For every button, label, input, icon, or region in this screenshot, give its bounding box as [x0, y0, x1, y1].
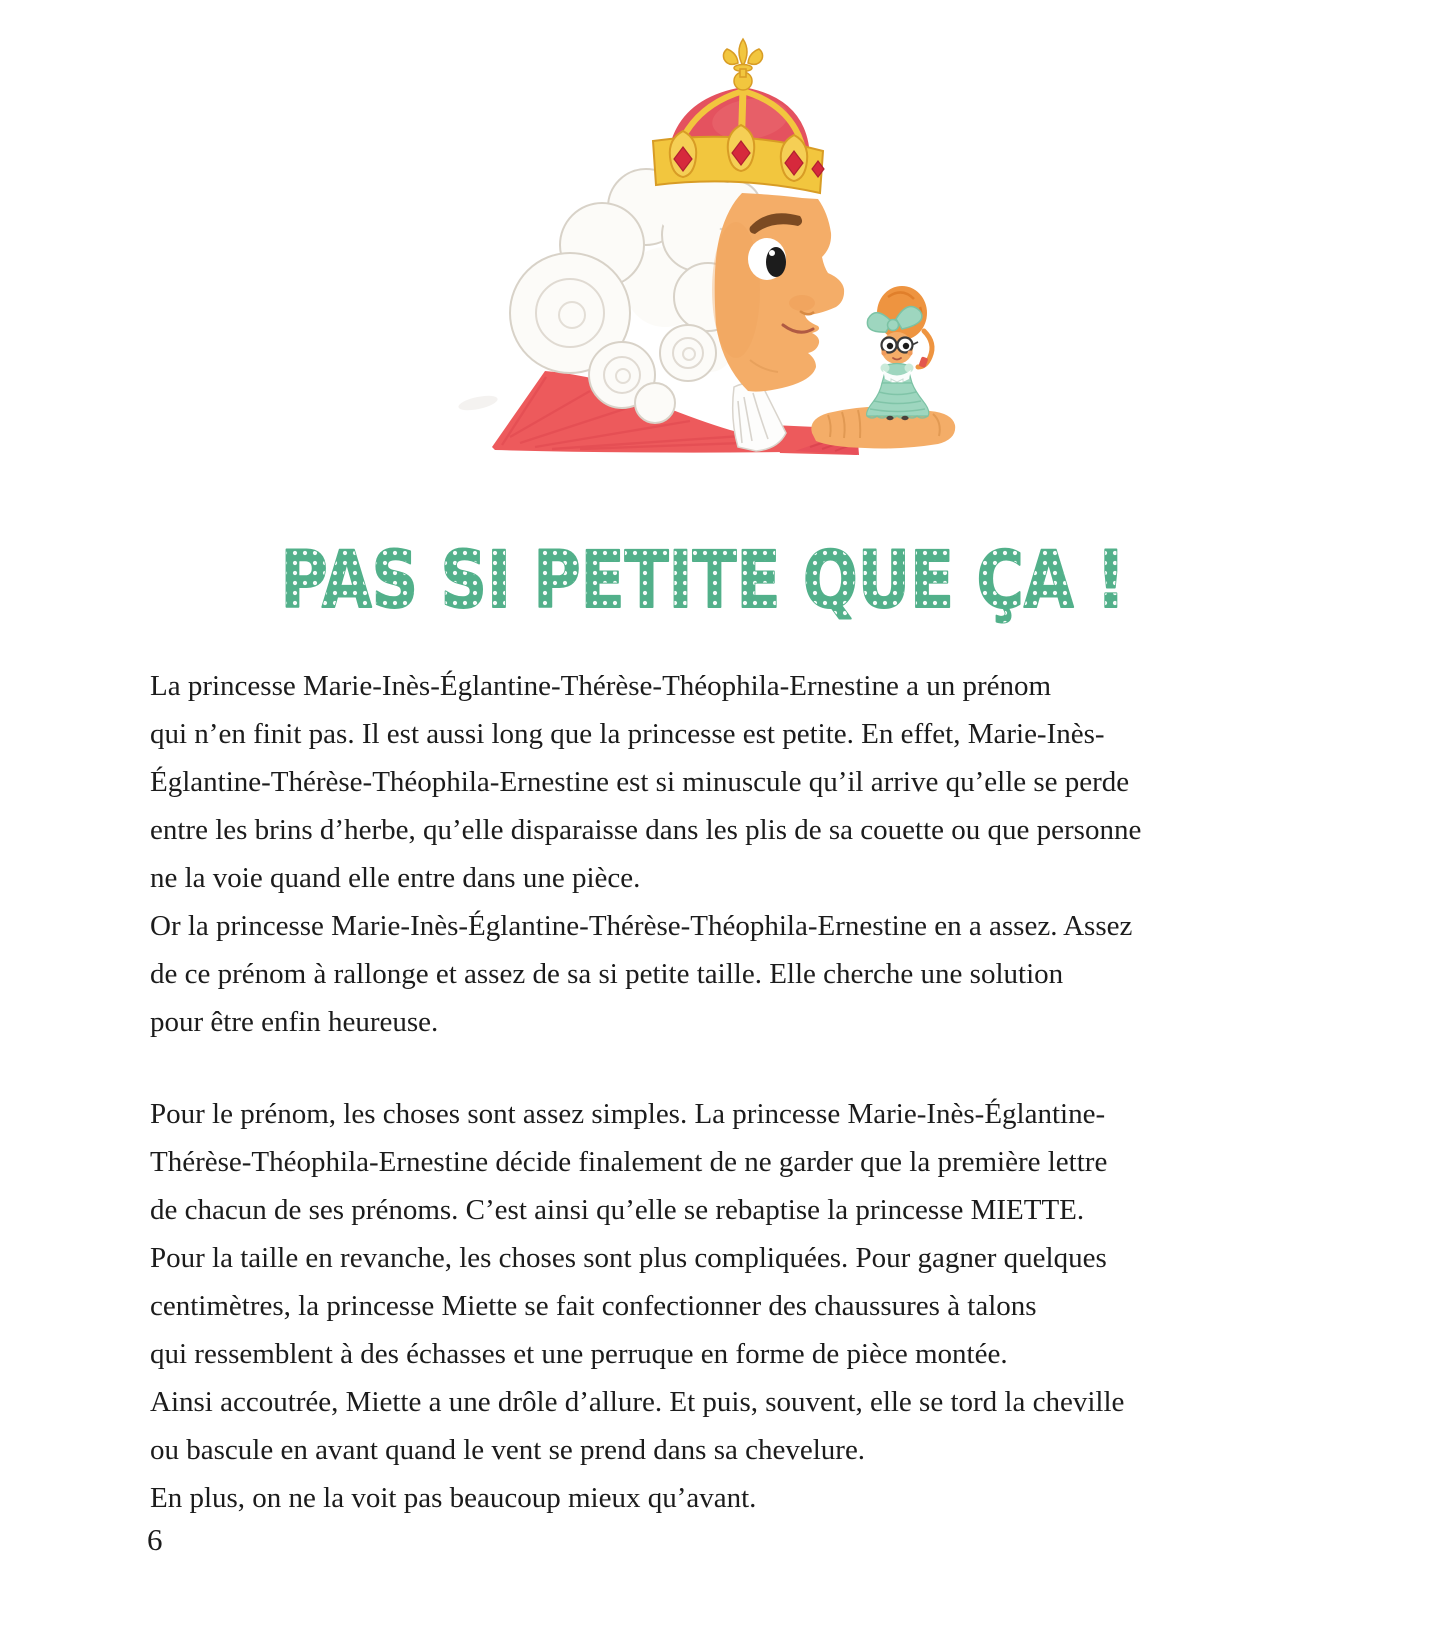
king-cravat — [733, 383, 786, 451]
text-line: Églantine-Thérèse-Théophila-Ernestine est si minuscule qu’il arrive qu’elle se perde — [150, 766, 1130, 798]
text-line: Thérèse-Théophila-Ernestine décide finalement de ne garder que la première lettre — [150, 1146, 1108, 1178]
princess-foot-right — [901, 416, 908, 420]
text-line: entre les brins d’herbe, qu’elle disparaisse dans les plis de sa couette ou que personne — [150, 814, 1142, 846]
princess-figure — [867, 286, 932, 420]
paragraph-2 — [150, 1090, 1430, 1522]
text-line: de chacun de ses prénoms. C’est ainsi qu’elle se rebaptise la princesse MIETTE. — [150, 1194, 1085, 1226]
cheek-blush — [789, 295, 815, 311]
text-line: La princesse Marie-Inès-Églantine-Thérèse-Théophila-Ernestine a un prénom — [150, 670, 1052, 702]
eye — [748, 238, 786, 280]
text-line: qui ressemblent à des échasses et une perruque en forme de pièce montée. — [150, 1338, 1008, 1370]
text-line: pour être enfin heureuse. — [150, 1006, 439, 1038]
princess-blush-right — [907, 350, 912, 355]
king-face — [712, 193, 844, 392]
king-crown — [653, 39, 824, 193]
text-line: Pour le prénom, les choses sont assez simples. La princesse Marie-Inès-Églantine- — [150, 1098, 1106, 1130]
text-line: Pour la taille en revanche, les choses sont plus compliquées. Pour gagner quelques — [150, 1242, 1107, 1274]
king-princess-illustration — [450, 35, 970, 465]
princess-blush-left — [881, 350, 886, 355]
text-line: qui n’en finit pas. Il est aussi long que la princesse est petite. En effet, Marie-Inès- — [150, 718, 1105, 750]
text-line: ou bascule en avant quand le vent se prend dans sa chevelure. — [150, 1434, 866, 1466]
chapter-title-text: PAS SI PETITE QUE ÇA ! — [280, 536, 1126, 626]
pencil-smudge — [457, 393, 499, 413]
text-line: ne la voie quand elle entre dans une pièce. — [150, 862, 641, 894]
paragraph-1 — [150, 662, 1430, 1046]
princess-dress — [867, 364, 929, 419]
face-shading — [712, 222, 760, 358]
princess-foot-left — [886, 416, 893, 420]
text-line: Or la princesse Marie-Inès-Églantine-Thérèse-Théophila-Ernestine en a assez. Assez — [150, 910, 1133, 942]
text-line: En plus, on ne la voit pas beaucoup mieux qu’avant. — [150, 1482, 757, 1514]
text-line: Ainsi accoutrée, Miette a une drôle d’allure. Et puis, souvent, elle se tord la cheville — [150, 1386, 1125, 1418]
text-line: de ce prénom à rallonge et assez de sa si petite taille. Elle cherche une solution — [150, 958, 1064, 990]
text-line: centimètres, la princesse Miette se fait confectionner des chaussures à talons — [150, 1290, 1037, 1322]
page-number: 6 — [147, 1522, 163, 1557]
body-text — [150, 662, 1430, 1522]
chapter-title — [150, 498, 1240, 646]
fleur-de-lis — [723, 39, 762, 77]
